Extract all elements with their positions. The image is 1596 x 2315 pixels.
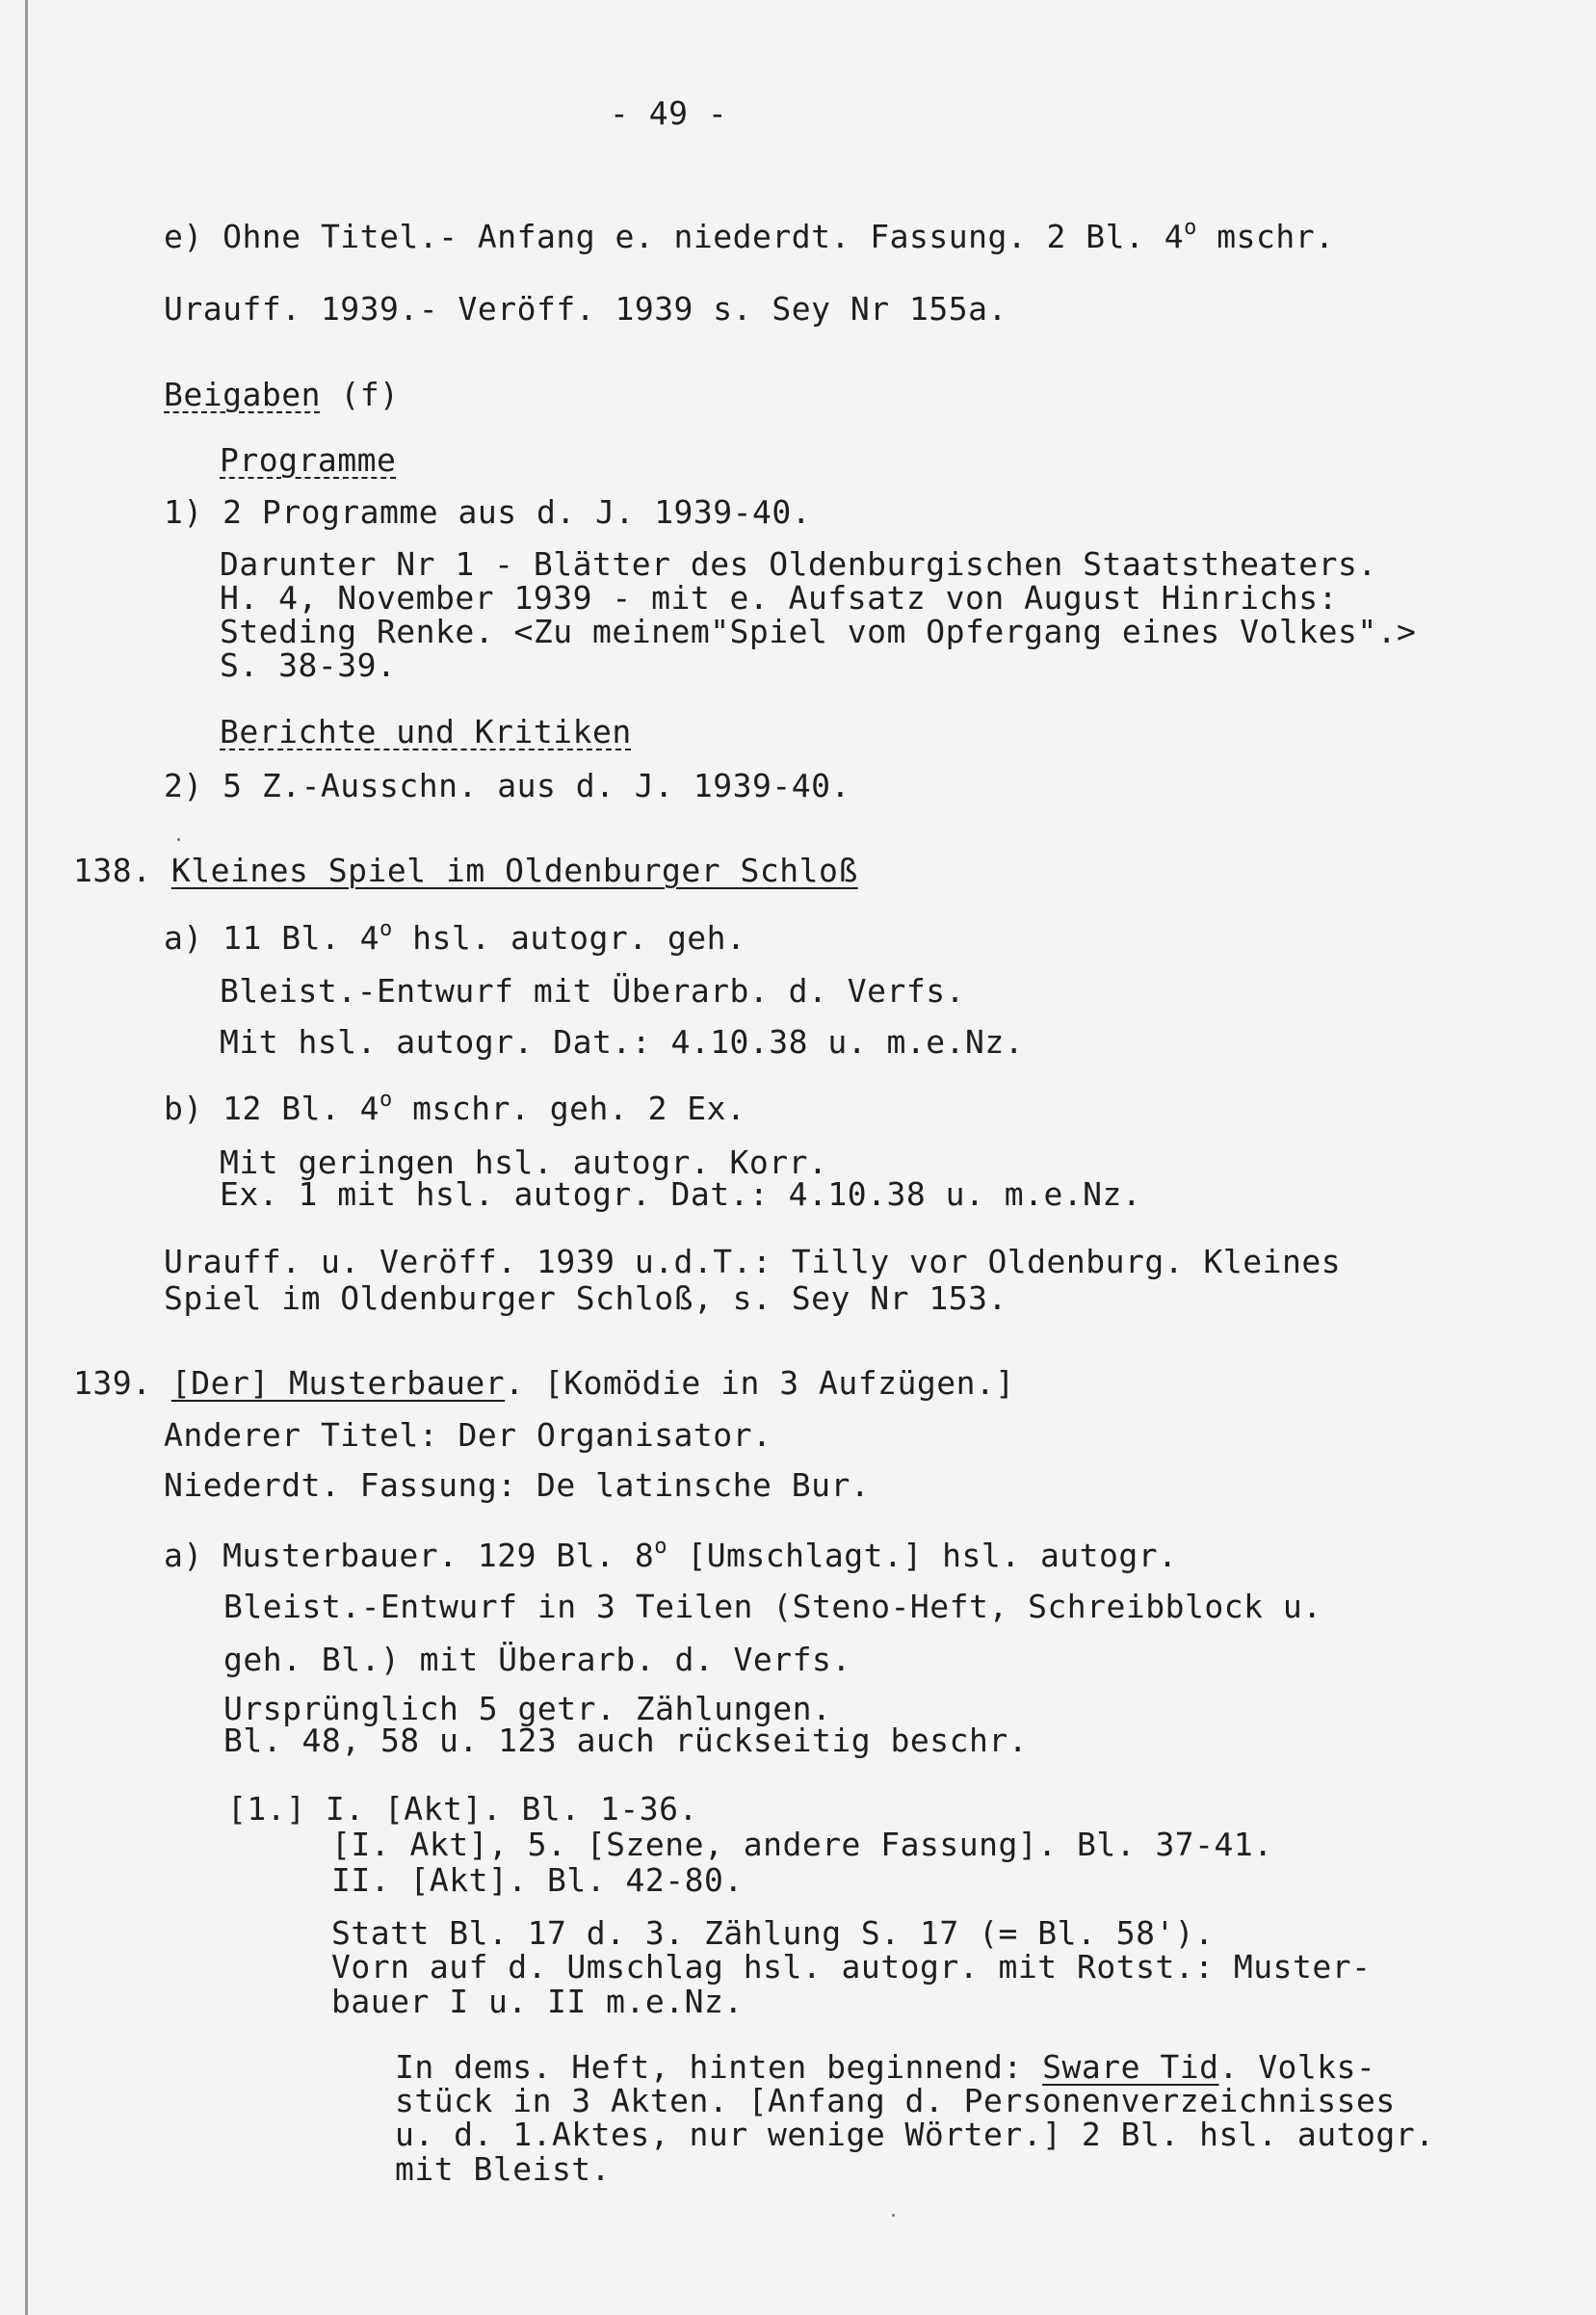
entry-138-b-line-2: Mit geringen hsl. autogr. Korr. <box>220 1144 828 1181</box>
entry-139-a-line-3: geh. Bl.) mit Überarb. d. Verfs. <box>223 1641 851 1678</box>
heft-line-3: u. d. 1.Aktes, nur wenige Wörter.] 2 Bl. hsl. autogr. <box>395 2116 1435 2153</box>
programme-heading: Programme <box>220 441 397 479</box>
entry-138-b-line-3: Ex. 1 mit hsl. autogr. Dat.: 4.10.38 u. m.e.Nz. <box>220 1175 1142 1213</box>
entry-e-line-1: e) Ohne Titel.- Anfang e. niederdt. Fassung. 2 Bl. 4$^o$ mschr. <box>164 216 1335 255</box>
entry-139-line-2: Anderer Titel: Der Organisator. <box>164 1416 772 1454</box>
speck-mark <box>892 2214 895 2217</box>
section-line-6: bauer I u. II m.e.Nz. <box>331 1983 744 2020</box>
beigaben-heading: Beigaben (f) <box>164 376 400 413</box>
programme-item-1-line-d: S. 38-39. <box>220 646 397 684</box>
entry-138-title: 138. Kleines Spiel im Oldenburger Schloß <box>73 852 858 889</box>
heft-line-4: mit Bleist. <box>395 2150 612 2188</box>
entry-138-urauff-line-1: Urauff. u. Veröff. 1939 u.d.T.: Tilly vor Oldenburg. Kleines <box>164 1243 1342 1280</box>
programme-item-1: 1) 2 Programme aus d. J. 1939-40. <box>164 493 812 531</box>
section-line-2: [I. Akt], 5. [Szene, andere Fassung]. Bl. 37-41. <box>331 1826 1273 1863</box>
page-number: - 49 - <box>610 94 728 132</box>
programme-item-1-line-c: Steding Renke. <Zu meinem"Spiel vom Opfergang eines Volkes".> <box>220 613 1417 650</box>
page-left-edge <box>25 0 28 2315</box>
berichte-heading: Berichte und Kritiken <box>220 713 632 750</box>
section-line-5: Vorn auf d. Umschlag hsl. autogr. mit Rotst.: Muster- <box>331 1948 1372 1986</box>
entry-138-urauff-line-2: Spiel im Oldenburger Schloß, s. Sey Nr 153. <box>164 1279 1007 1317</box>
entry-138-b-line-1: b) 12 Bl. 4$^o$ mschr. geh. 2 Ex. <box>164 1088 746 1127</box>
programme-item-1-line-a: Darunter Nr 1 - Blätter des Oldenburgischen Staatstheaters. <box>220 545 1377 583</box>
entry-138-a-line-2: Bleist.-Entwurf mit Überarb. d. Verfs. <box>220 972 965 1010</box>
entry-139-line-3: Niederdt. Fassung: De latinsche Bur. <box>164 1466 871 1504</box>
entry-139-a-line-5: Bl. 48, 58 u. 123 auch rückseitig beschr. <box>223 1722 1029 1759</box>
entry-138-a-line-1: a) 11 Bl. 4$^o$ hsl. autogr. geh. <box>164 917 746 957</box>
entry-139-title: 139. [Der] Musterbauer. [Komödie in 3 Aufzügen.] <box>73 1364 1015 1402</box>
section-line-4: Statt Bl. 17 d. 3. Zählung S. 17 (= Bl. 58'). <box>331 1914 1215 1952</box>
heft-line-2: stück in 3 Akten. [Anfang d. Personenverzeichnisses <box>395 2082 1396 2119</box>
section-line-3: II. [Akt]. Bl. 42-80. <box>331 1861 744 1899</box>
berichte-item-2: 2) 5 Z.-Ausschn. aus d. J. 1939-40. <box>164 767 850 804</box>
entry-e-line-2: Urauff. 1939.- Veröff. 1939 s. Sey Nr 155a. <box>164 290 1007 328</box>
programme-item-1-line-b: H. 4, November 1939 - mit e. Aufsatz von August Hinrichs: <box>220 579 1338 617</box>
heft-line-1: In dems. Heft, hinten beginnend: Sware Tid. Volks- <box>395 2048 1376 2086</box>
entry-139-a-line-1: a) Musterbauer. 129 Bl. 8$^o$ [Umschlagt.] hsl. autogr. <box>164 1535 1178 1574</box>
entry-139-a-line-2: Bleist.-Entwurf in 3 Teilen (Steno-Heft, Schreibblock u. <box>223 1588 1322 1625</box>
section-line-1: [1.] I. [Akt]. Bl. 1-36. <box>227 1790 698 1828</box>
entry-139-a-line-4: Ursprünglich 5 getr. Zählungen. <box>223 1690 832 1727</box>
entry-138-a-line-3: Mit hsl. autogr. Dat.: 4.10.38 u. m.e.Nz. <box>220 1023 1025 1061</box>
speck-mark <box>177 838 180 841</box>
